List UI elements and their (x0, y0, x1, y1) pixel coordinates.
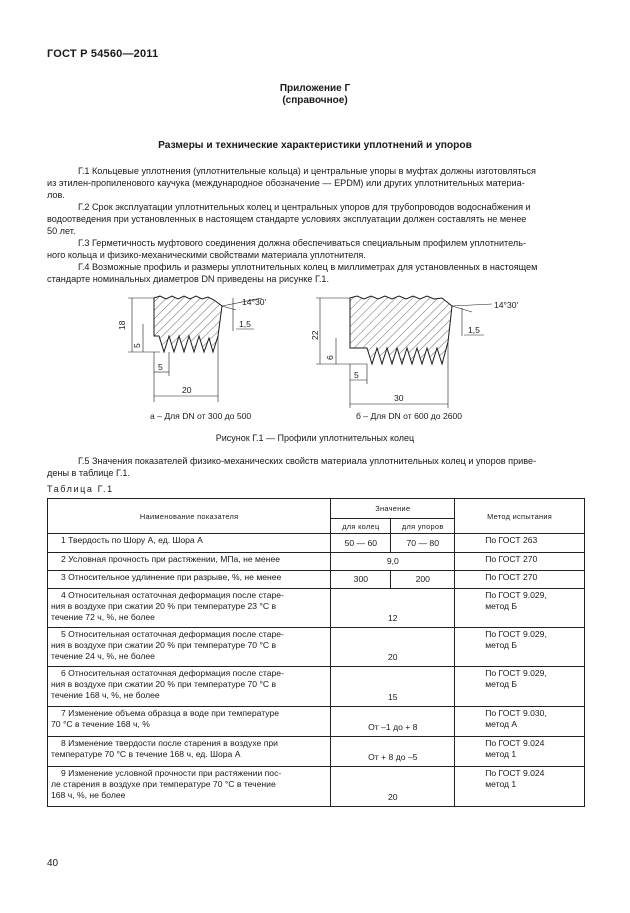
dim-30: 30 (394, 393, 404, 403)
paragraph-g1: Г.1 Кольцевые уплотнения (уплотнительные кольца) и центральные упоры в муфтах должны изготовляться из этилен-пропиленового каучука (международное обозначение — EPDM) или других уплотнительных материа- лов. (47, 166, 536, 200)
properties-table (47, 498, 585, 807)
profile-b (310, 296, 519, 408)
dim-22: 22 (310, 330, 320, 340)
page-number: 40 (47, 858, 59, 869)
section-title: Размеры и технические характеристики уплотнений и упоров (158, 140, 472, 151)
profile-b-section (350, 296, 452, 364)
table-row: 3 Относительное удлинение при разрыве, %, не менее 300 200 По ГОСТ 270 (48, 571, 585, 589)
dim-5-horizontal-b: 5 (354, 370, 359, 380)
dim-1-5-a: 1,5 (239, 319, 251, 329)
table-row: 5 Относительная остаточная деформация после старе- ния в воздухе при сжатии 20 % при температуре 70 °С в течение 24 ч, %, не более 20 По ГОСТ 9.029, метод Б (48, 628, 585, 667)
dim-5-vertical: 5 (132, 343, 142, 348)
dim-1-5-b: 1,5 (468, 325, 480, 335)
table-row: 8 Изменение твердости после старения в воздухе при температуре 70 °С в течение 168 ч, ед. Шора А От + 8 до –5 По ГОСТ 9.024 метод 1 (48, 737, 585, 767)
appendix-subtitle: (справочное) (282, 95, 348, 106)
angle-label-b: 14°30' (494, 300, 519, 310)
table-row: 9 Изменение условной прочности при растяжении пос- ле старения в воздухе при температуре 70 °С в течение 168 ч, %, не более 20 По ГОСТ 9.024 метод 1 (48, 767, 585, 807)
dim-18: 18 (117, 320, 127, 330)
document-header: ГОСТ Р 54560—2011 (47, 48, 159, 60)
table-row: 2 Условная прочность при растяжении, МПа, не менее 9,0 По ГОСТ 270 (48, 553, 585, 571)
table-row: 4 Относительная остаточная деформация после старе- ния в воздухе при сжатии 20 % при температуре 23 °С в течение 72 ч, %, не более 12 По ГОСТ 9.029, метод Б (48, 589, 585, 628)
figure-caption: Рисунок Г.1 — Профили уплотнительных колец (215, 433, 415, 443)
table-label: Таблица Г.1 (47, 484, 114, 494)
caption-profile-b: б – Для DN от 600 до 2600 (356, 411, 463, 421)
profile-a (117, 296, 267, 402)
dim-20: 20 (182, 385, 192, 395)
caption-profile-a: а – Для DN от 300 до 500 (150, 411, 252, 421)
profile-a-section (154, 296, 222, 352)
header-stops: для упоров (391, 519, 455, 534)
header-rings: для колец (331, 519, 391, 534)
appendix-title: Приложение Г (279, 83, 351, 94)
dim-5-horizontal: 5 (158, 362, 163, 372)
header-method: Метод испытания (455, 499, 585, 534)
table-row: 7 Изменение объема образца в воде при температуре 70 °С в течение 168 ч, % От –1 до + 8 По ГОСТ 9.030, метод А (48, 707, 585, 737)
paragraph-g4: Г.4 Возможные профиль и размеры уплотнительных колец в миллиметрах для установленных в настоящем стандарте номинальных диаметров DN приведены на рисунке Г.1. (47, 262, 538, 284)
table-row: 6 Относительная остаточная деформация после старе- ния в воздухе при сжатии 20 % при температуре 70 °С в течение 168 ч, %, не более 15 По ГОСТ 9.029, метод Б (48, 667, 585, 707)
paragraph-g2: Г.2 Срок эксплуатации уплотнительных колец и центральных упоров для трубопроводов водоснабжения и водоотведения при установленных в настоящем стандарте условиях эксплуатации должен составлять не менее 50 лет. (47, 202, 531, 236)
angle-label-a: 14°30' (242, 297, 267, 307)
header-value: Значение (331, 499, 455, 519)
header-indicator: Наименование показателя (48, 499, 331, 534)
table-row: 1 Твердость по Шору А, ед. Шора А 50 — 60 70 — 80 По ГОСТ 263 (48, 534, 585, 553)
paragraph-g3: Г.3 Герметичность муфтового соединения должна обеспечиваться специальным профилем уплотнитель- ного кольца и физико-механическими свойствами материала уплотнителя. (47, 238, 527, 260)
figure-seal-profiles (0, 286, 630, 426)
dim-6: 6 (325, 355, 335, 360)
paragraph-g5: Г.5 Значения показателей физико-механических свойств материала уплотнительных колец и упоров приве- дены в таблице Г.1. (47, 456, 537, 478)
